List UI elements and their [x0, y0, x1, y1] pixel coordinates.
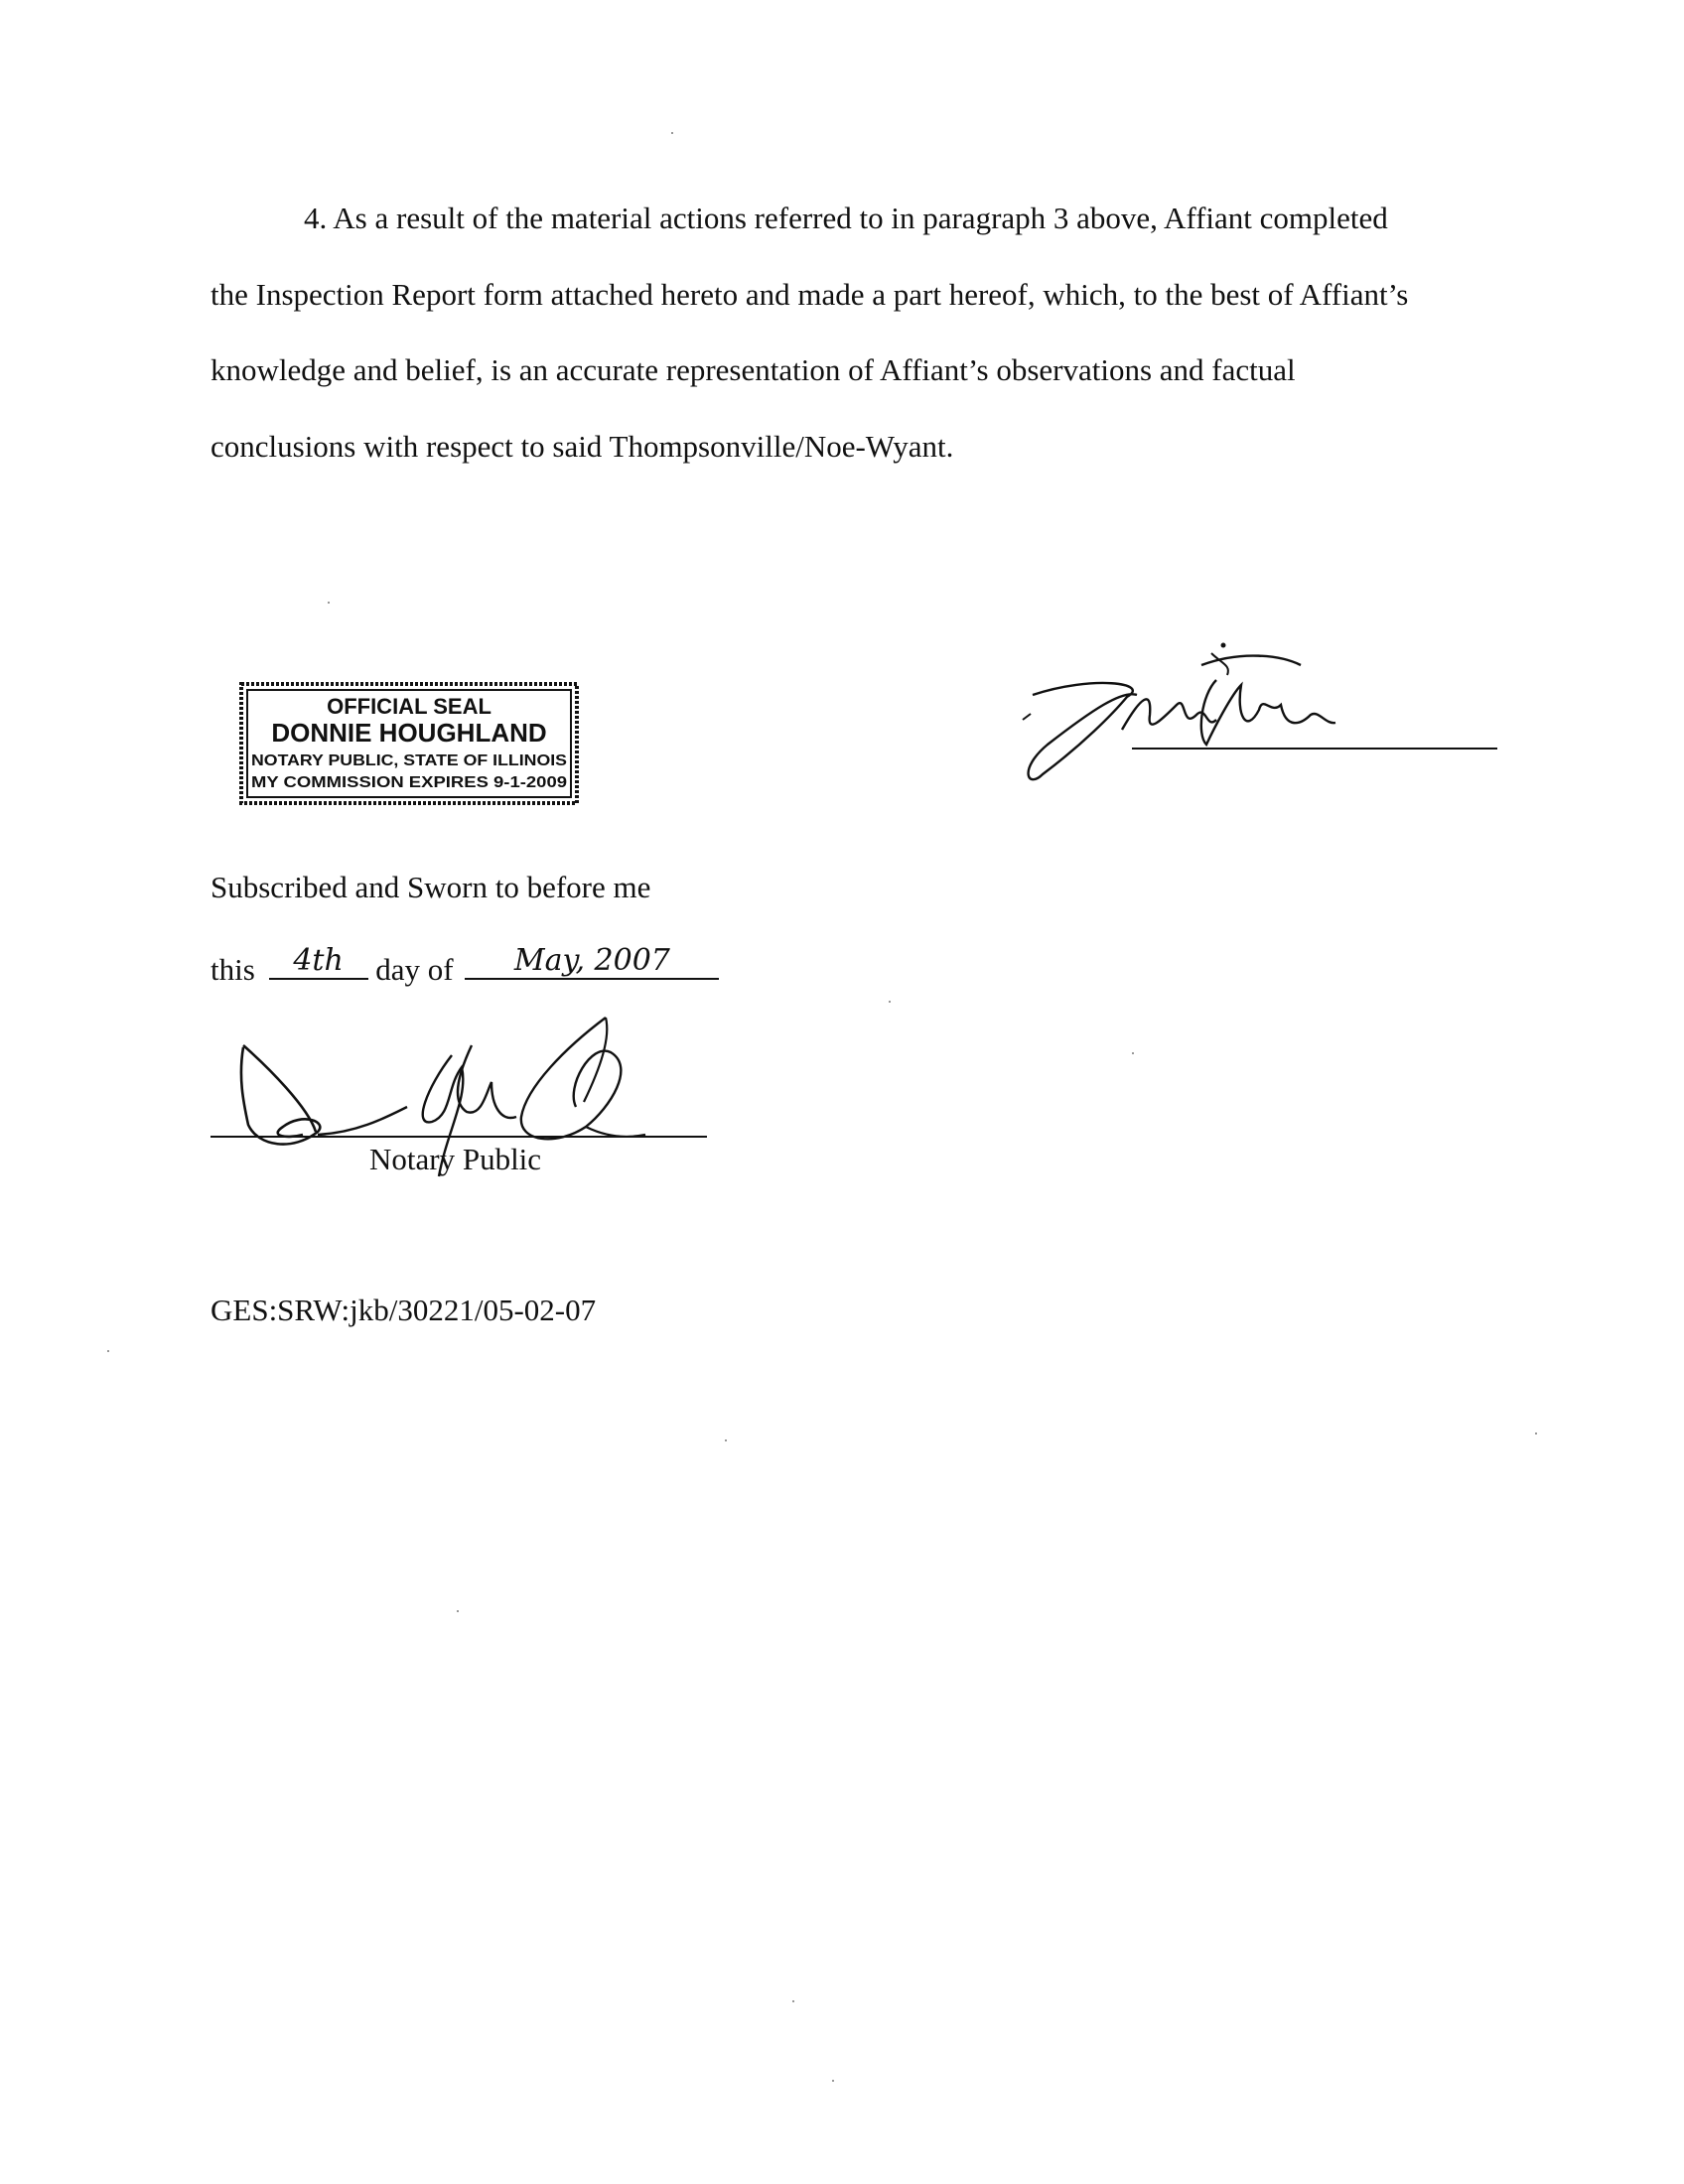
paragraph-line-2: the Inspection Report form attached hereto and made a part hereof, which, to the best of Affiant’s	[210, 276, 1409, 312]
scan-speck	[832, 2080, 834, 2082]
day-blank	[269, 943, 368, 980]
scan-speck	[1132, 1052, 1134, 1054]
seal-line-4: MY COMMISSION EXPIRES 9-1-2009	[251, 774, 568, 791]
scan-speck	[725, 1439, 727, 1441]
paragraph-line-3: knowledge and belief, is an accurate representation of Affiant’s observations and factual	[210, 352, 1296, 387]
notary-public-label: Notary Public	[369, 1142, 542, 1176]
handwritten-month-year: May, 2007	[513, 943, 670, 978]
scan-speck	[457, 1610, 459, 1612]
scan-speck	[889, 1001, 891, 1003]
date-line	[210, 943, 719, 988]
seal-line-3: NOTARY PUBLIC, STATE OF ILLINOIS	[251, 752, 568, 769]
handwritten-day: 4th	[293, 943, 344, 978]
scan-speck	[1535, 1433, 1537, 1434]
paragraph-line-4: conclusions with respect to said Thompsonville/Noe-Wyant.	[210, 428, 954, 464]
day-of-text: day of	[375, 952, 454, 987]
this-text: this	[210, 952, 255, 987]
paragraph-line-1: 4. As a result of the material actions referred to in paragraph 3 above, Affiant completed	[304, 201, 1388, 235]
scan-speck	[107, 1350, 109, 1352]
official-seal-stamp	[238, 680, 580, 807]
document-reference-code: GES:SRW:jkb/30221/05-02-07	[210, 1293, 597, 1327]
scan-speck	[671, 132, 673, 134]
seal-line-2: DONNIE HOUGHLAND	[271, 718, 547, 748]
seal-line-1: OFFICIAL SEAL	[327, 694, 491, 719]
subscribed-sworn-text: Subscribed and Sworn to before me	[210, 870, 651, 904]
affiant-signature	[1003, 635, 1499, 794]
scan-speck	[792, 2000, 794, 2002]
month-year-blank	[465, 943, 719, 980]
notary-signature-line	[210, 1136, 707, 1138]
paragraph-4	[210, 181, 1501, 484]
scan-speck	[328, 602, 330, 604]
